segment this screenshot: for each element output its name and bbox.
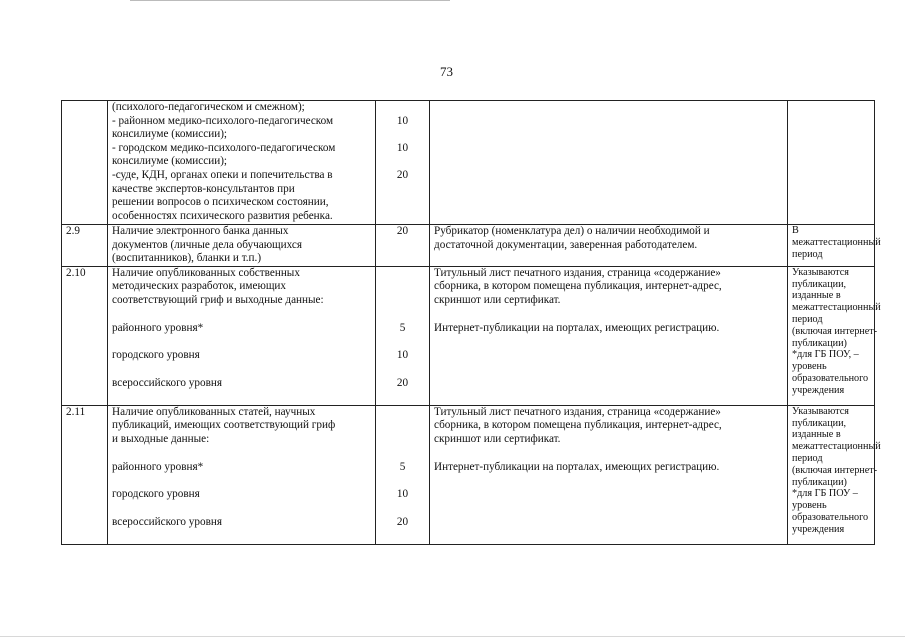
criteria-line: методических разработок, имеющих — [112, 280, 287, 293]
criteria-line: решении вопросов о психическом состоянии, — [112, 196, 329, 209]
points-cell — [376, 266, 430, 405]
criteria-table — [61, 100, 881, 545]
evidence-line: Титульный лист печатного издания, страница «содержание» — [434, 405, 721, 418]
table-row-2-9 — [62, 225, 875, 267]
criteria-line: - районном медико-психолого-педагогическом — [112, 114, 334, 127]
note-line: (включая интернет- — [792, 464, 878, 476]
criteria-line: публикаций, имеющих соответствующий гриф — [112, 419, 336, 432]
points-value: 20 — [396, 376, 409, 389]
row-number: 2.10 — [62, 266, 108, 405]
table-row-continuation — [62, 101, 875, 225]
note-line: учреждения — [792, 384, 845, 396]
criteria-line: (воспитанников), бланки и т.п.) — [112, 252, 262, 265]
criteria-cell — [108, 266, 376, 405]
criteria-line: Наличие электронного банка данных — [112, 225, 289, 237]
points-cell — [376, 405, 430, 544]
note-line: (включая интернет- — [792, 325, 878, 337]
criteria-line: документов (личные дела обучающихся — [112, 238, 303, 251]
level-label: городского уровня — [112, 349, 200, 362]
note-line: уровень — [792, 361, 827, 373]
level-label: районного уровня* — [112, 460, 204, 473]
evidence-line: Рубрикатор (номенклатура дел) о наличии необходимой и — [434, 225, 710, 237]
criteria-line: особенностях психического развития ребенка. — [112, 209, 333, 222]
evidence-cell — [430, 266, 788, 405]
evidence-cell — [430, 405, 788, 544]
points-value: 5 — [399, 321, 406, 334]
note-line: период — [792, 248, 823, 260]
evidence-line: сборника, в котором помещена публикация, интернет-адрес, — [434, 280, 722, 293]
table-row-2-10 — [62, 266, 875, 405]
evidence-cell — [430, 225, 788, 267]
evidence-line: достаточной документации, заверенная работодателем. — [434, 238, 698, 251]
criteria-line: Наличие опубликованных статей, научных — [112, 405, 316, 418]
note-line: публикации, — [792, 417, 847, 429]
note-line: период — [792, 452, 823, 464]
points-value: 10 — [396, 114, 409, 127]
criteria-line: консилиуме (комиссии); — [112, 128, 228, 141]
points-value: 20 — [396, 168, 409, 181]
note-line: *для ГБ ПОУ, – — [792, 349, 859, 361]
criteria-line: качестве экспертов-консультантов при — [112, 182, 295, 195]
note-cell — [788, 101, 875, 225]
table-row-2-11 — [62, 405, 875, 544]
note-line: публикации) — [792, 337, 847, 349]
points-value: 10 — [396, 141, 409, 154]
page-number: 73 — [440, 64, 453, 79]
level-label: всероссийского уровня — [112, 376, 222, 389]
note-line: изданные в — [792, 290, 841, 302]
criteria-cell — [108, 225, 376, 267]
note-line: межаттестационный — [792, 236, 881, 248]
level-label: районного уровня* — [112, 321, 204, 334]
level-label: всероссийского уровня — [112, 515, 222, 528]
note-cell — [788, 266, 881, 405]
note-line: публикации, — [792, 278, 847, 290]
level-label: городского уровня — [112, 488, 200, 501]
bottom-edge-line — [0, 636, 905, 637]
evidence-extra: Интернет-публикации на порталах, имеющих регистрацию. — [434, 321, 720, 334]
note-cell — [788, 405, 881, 544]
criteria-line: (психолого-педагогическом и смежном); — [112, 101, 305, 113]
points-value: 10 — [396, 488, 409, 501]
points-value: 20 — [396, 515, 409, 528]
note-line: изданные в — [792, 429, 841, 441]
note-line: Указываются — [792, 266, 849, 278]
criteria-line: Наличие опубликованных собственных — [112, 266, 300, 279]
note-line: Указываются — [792, 405, 849, 417]
criteria-line: и выходные данные: — [112, 432, 210, 445]
evidence-line: Титульный лист печатного издания, страница «содержание» — [434, 266, 721, 279]
note-cell — [788, 225, 881, 267]
row-number: 2.9 — [62, 225, 108, 267]
evidence-cell — [430, 101, 788, 225]
points-value: 10 — [396, 349, 409, 362]
note-line: образовательного — [792, 511, 869, 523]
points-value: 20 — [376, 225, 430, 267]
note-line: межаттестационный — [792, 441, 881, 453]
evidence-line: скриншот или сертификат. — [434, 293, 561, 306]
criteria-line: - городском медико-психолого-педагогическом — [112, 141, 336, 154]
criteria-line: -суде, КДН, органах опеки и попечительства в — [112, 168, 333, 181]
note-line: образовательного — [792, 372, 869, 384]
criteria-cell — [108, 405, 376, 544]
note-line: публикации) — [792, 476, 847, 488]
note-line: межаттестационный — [792, 302, 881, 314]
points-value: 5 — [399, 460, 406, 473]
note-line: учреждения — [792, 523, 845, 535]
row-number: 2.11 — [62, 405, 108, 544]
note-line: В — [792, 225, 799, 236]
note-line: период — [792, 313, 823, 325]
points-cell — [376, 101, 430, 225]
top-edge-line — [130, 0, 450, 1]
criteria-cell — [108, 101, 376, 225]
criteria-line: соответствующий гриф и выходные данные: — [112, 293, 324, 306]
note-line: *для ГБ ПОУ – — [792, 488, 858, 500]
criteria-line: консилиуме (комиссии); — [112, 155, 228, 168]
evidence-extra: Интернет-публикации на порталах, имеющих регистрацию. — [434, 460, 720, 473]
note-line: уровень — [792, 500, 827, 512]
row-number-cell — [62, 101, 108, 225]
evidence-line: скриншот или сертификат. — [434, 432, 561, 445]
evidence-line: сборника, в котором помещена публикация, интернет-адрес, — [434, 419, 722, 432]
